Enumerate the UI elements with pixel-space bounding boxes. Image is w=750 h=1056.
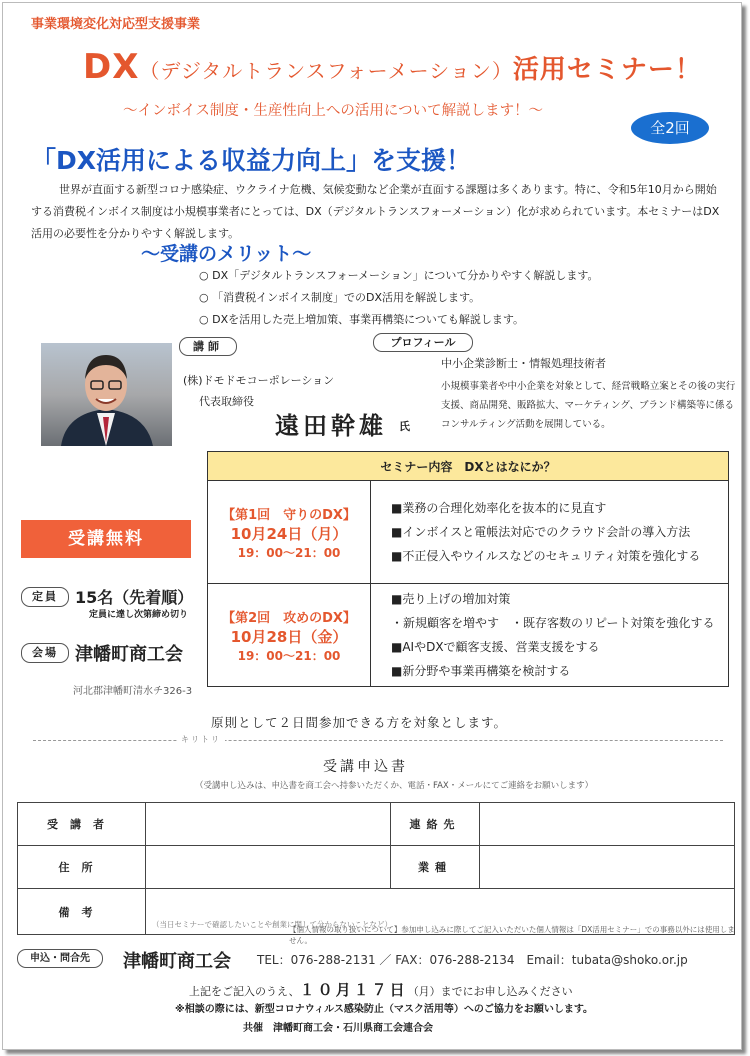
industry-field[interactable] bbox=[480, 846, 735, 889]
remarks-label: 備考 bbox=[18, 889, 146, 935]
headline: 「DX活用による収益力向上」を支援！ bbox=[31, 146, 472, 175]
title-mid: （デジタルトランスフォーメーション） bbox=[139, 59, 513, 83]
session-row bbox=[208, 481, 729, 584]
contact-label: 連絡先 bbox=[391, 803, 480, 846]
merit-list bbox=[199, 265, 598, 331]
schedule-header: セミナー内容 DXとはなにか？ bbox=[208, 452, 729, 481]
lecturer-company: (株)ドモドモコーポレーション bbox=[183, 374, 335, 387]
session-date: 10月28日（金） bbox=[230, 627, 348, 646]
session-row bbox=[208, 584, 729, 687]
contact-label-pill: 申込・問合先 bbox=[17, 949, 103, 968]
attendee-field[interactable] bbox=[146, 803, 391, 846]
infection-notice: ※相談の際には、新型コロナウィルス感染防止（マスク活用等）へのご協力をお願いします。 bbox=[175, 1004, 594, 1015]
attendee-label: 受講者 bbox=[18, 803, 146, 846]
lecturer-qualifications: 中小企業診断士・情報処理技術者 bbox=[441, 357, 606, 370]
session-time: 19：00～21：00 bbox=[237, 545, 341, 560]
session-count-badge: 全2回 bbox=[631, 112, 709, 144]
schedule-table bbox=[207, 451, 729, 687]
session-item: ■業務の合理化効率化を抜本的に見直す bbox=[391, 501, 607, 515]
capacity-label: 定員 bbox=[21, 587, 69, 607]
session-item: ■新分野や事業再構築を検討する bbox=[391, 664, 571, 678]
cut-line bbox=[33, 740, 723, 741]
lecturer-label: 講師 bbox=[179, 337, 237, 356]
application-form bbox=[17, 802, 735, 935]
session-title: 【第2回 攻めのDX】 bbox=[222, 610, 356, 626]
contact-field[interactable] bbox=[480, 803, 735, 846]
session-date: 10月24日（月） bbox=[230, 524, 348, 543]
session-item: ■AIやDXで顧客支援、営業支援をする bbox=[391, 640, 600, 654]
flyer-page bbox=[2, 2, 742, 1050]
session-item: ■インボイスと電帳法対応でのクラウド会計の導入方法 bbox=[391, 525, 691, 539]
deadline-pre: 上記をご記入のうえ、 bbox=[189, 985, 300, 998]
session-item: ・新規顧客を増やす ・既存客数のリピート対策を強化する bbox=[391, 616, 715, 630]
lecturer-name: 遠田幹雄 bbox=[275, 412, 387, 440]
form-note: （受講申し込みは、申込書を商工会へ持参いただくか、電話・FAX・メールにてご連絡をお願いします） bbox=[195, 781, 594, 791]
merit-item: ○ DX「デジタルトランスフォーメーション」について分かりやすく解説します。 bbox=[199, 265, 598, 287]
lecturer-position: 代表取締役 bbox=[199, 395, 254, 408]
capacity-value: 15名（先着順） bbox=[75, 588, 194, 607]
remarks-field[interactable]: （当日セミナーで確認したいことや創業に関して分からないことなど） bbox=[146, 889, 735, 935]
cut-label: キリトリ bbox=[177, 734, 225, 745]
venue-label: 会場 bbox=[21, 643, 69, 663]
merit-item: ○ DXを活用した売上増加策、事業再構築についても解説します。 bbox=[199, 309, 598, 331]
contact-org: 津幡町商工会 bbox=[123, 951, 231, 972]
industry-label: 業種 bbox=[391, 846, 480, 889]
capacity-note: 定員に達し次第締め切り bbox=[89, 610, 189, 620]
merit-title: ～受講のメリット～ bbox=[141, 243, 312, 265]
session-title: 【第1回 守りのDX】 bbox=[222, 507, 356, 523]
free-admission-banner: 受講無料 bbox=[21, 520, 191, 558]
page-title bbox=[83, 47, 702, 87]
title-dx: DX bbox=[83, 47, 140, 87]
lecturer-profile: 小規模事業者や中小企業を対象として、経営戦略立案とその後の実行支援、商品開発、販路拡大、マーケティング、ブランド構築等に係るコンサルティング活動を展開している。 bbox=[441, 381, 736, 430]
lecturer-name-suffix: 氏 bbox=[399, 420, 410, 433]
title-end: 活用セミナー！ bbox=[512, 55, 702, 85]
privacy-note: 【個人情報の取り扱いについて】参加申し込みに際してご記入いただいた個人情報は「DX活用セミナー」での事務以外には使用しません。 bbox=[289, 925, 735, 945]
deadline-post: （月）までにお申し込みください bbox=[407, 985, 573, 998]
session-item: ■不正侵入やウイルスなどのセキュリティ対策を強化する bbox=[391, 549, 701, 563]
address-label: 住所 bbox=[18, 846, 146, 889]
venue-address: 河北郡津幡町清水チ326-3 bbox=[73, 686, 193, 697]
address-field[interactable] bbox=[146, 846, 391, 889]
form-title: 受講申込書 bbox=[323, 759, 408, 775]
subtitle: ～インボイス制度・生産性向上への活用について解説します！～ bbox=[123, 103, 544, 119]
merit-item: ○ 「消費税インボイス制度」でのDX活用を解説します。 bbox=[199, 287, 598, 309]
intro-text: 世界が直面する新型コロナ感染症、ウクライナ危機、気候変動など企業が直面する課題は多くあります。特に、令和5年10月から開始する消費税インボイス制度は小規模事業者にとっては、DX（デジタルトランスフォーメーション）化が求められています。本セミナーはDX活用の必要性を分かりやすく解説します。 bbox=[31, 183, 720, 240]
organizer: 共催 津幡町商工会・石川県商工会連合会 bbox=[243, 1023, 433, 1034]
contact-details: TEL：076-288-2131 ／ FAX：076-288-2134 Email：tubata@shoko.or.jp bbox=[257, 953, 688, 967]
session-item: ■売り上げの増加対策 bbox=[391, 592, 511, 606]
lecturer-photo bbox=[41, 343, 172, 446]
profile-label: プロフィール bbox=[373, 333, 473, 352]
session-time: 19：00～21：00 bbox=[237, 648, 341, 663]
participation-principle: 原則として２日間参加できる方を対象とします。 bbox=[211, 715, 508, 730]
deadline-date: １０月１７日 bbox=[299, 981, 408, 999]
deadline bbox=[189, 979, 573, 1000]
venue-name: 津幡町商工会 bbox=[75, 644, 183, 665]
program-label: 事業環境変化対応型支援事業 bbox=[31, 17, 201, 32]
